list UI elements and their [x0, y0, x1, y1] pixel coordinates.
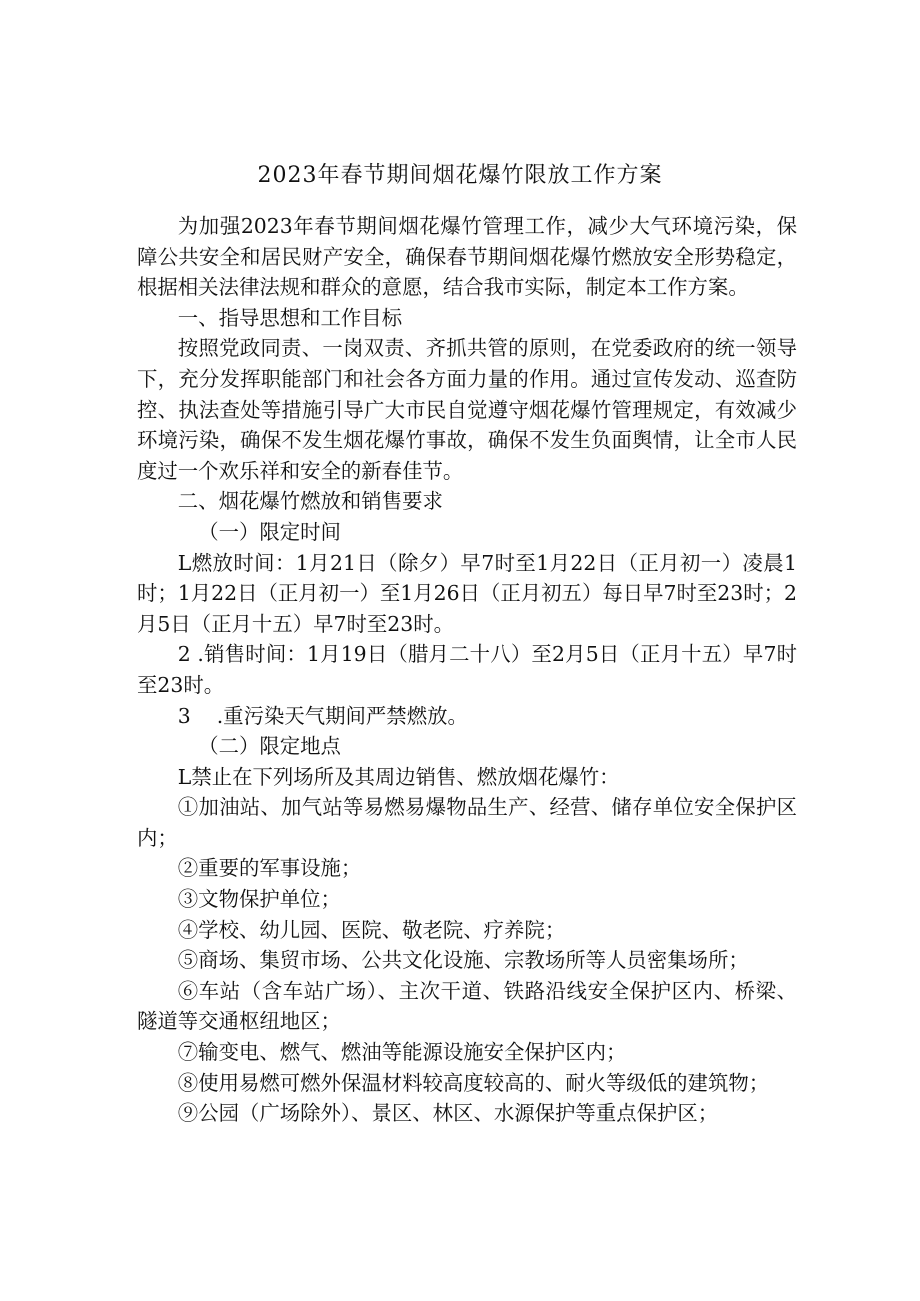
list-item-pollution-ban: 3 .重污染天气期间严禁燃放。: [177, 703, 468, 728]
section-heading-2: 二、烟花爆竹燃放和销售要求: [177, 489, 443, 514]
list-item-place-9: ⑨公园（广场除外）、景区、林区、水源保护等重点保护区；: [177, 1101, 719, 1126]
list-item-place-7: ⑦输变电、燃气、燃油等能源设施安全保护区内；: [177, 1040, 627, 1065]
list-item-place-4: ④学校、幼儿园、医院、敬老院、疗养院；: [177, 917, 566, 942]
intro-paragraph: 为加强2023年春节期间烟花爆竹管理工作，减少大气环境污染，保障公共安全和居民财产安全，确保春节期间烟花爆竹燃放安全形势稳定，根据相关法律法规和群众的意愿，结合我市实际，制定本工作方案。: [137, 214, 797, 300]
subsection-heading-time: （一）限定时间: [198, 519, 341, 544]
list-item-place-3: ③文物保护单位；: [177, 887, 341, 912]
list-item-place-5: ⑤商场、集贸市场、公共文化设施、宗教场所等人员密集场所；: [177, 948, 749, 973]
section-1-paragraph: 按照党政同责、一岗双责、齐抓共管的原则，在党委政府的统一领导下，充分发挥职能部门和社会各方面力量的作用。通过宣传发动、巡查防控、执法查处等措施引导广大市民自觉遵守烟花爆竹管理规定，有效减少环境污染，确保不发生烟花爆竹事故，确保不发生负面舆情，让全市人民度过一个欢乐祥和安全的新春佳节。: [137, 336, 797, 483]
section-heading-1: 一、指导思想和工作目标: [177, 305, 403, 330]
document-body: [137, 211, 797, 1129]
list-item-firing-time: L燃放时间：1月21日（除夕）早7时至1月22日（正月初一）凌晨1时；1月22日（正月初一）至1月26日（正月初五）每日早7时至23时；2月5日（正月十五）早7时至23时。: [137, 550, 797, 636]
list-item-place-2: ②重要的军事设施；: [177, 856, 362, 881]
list-item-place-6: ⑥车站（含车站广场）、主次干道、铁路沿线安全保护区内、桥梁、隧道等交通枢纽地区；: [137, 978, 797, 1034]
list-item-place-1: ①加油站、加气站等易燃易爆物品生产、经营、储存单位安全保护区内；: [137, 795, 797, 850]
document-title: 2023年春节期间烟花爆竹限放工作方案: [257, 163, 663, 188]
list-item-prohibited-places: L禁止在下列场所及其周边销售、燃放烟花爆竹：: [177, 764, 620, 789]
list-item-sales-time: 2 .销售时间：1月19日（腊月二十八）至2月5日（正月十五）早7时至23时。: [137, 642, 797, 697]
subsection-heading-location: （二）限定地点: [198, 734, 341, 759]
list-item-place-8: ⑧使用易燃可燃外保温材料较高度较高的、耐火等级低的建筑物；: [177, 1070, 770, 1095]
